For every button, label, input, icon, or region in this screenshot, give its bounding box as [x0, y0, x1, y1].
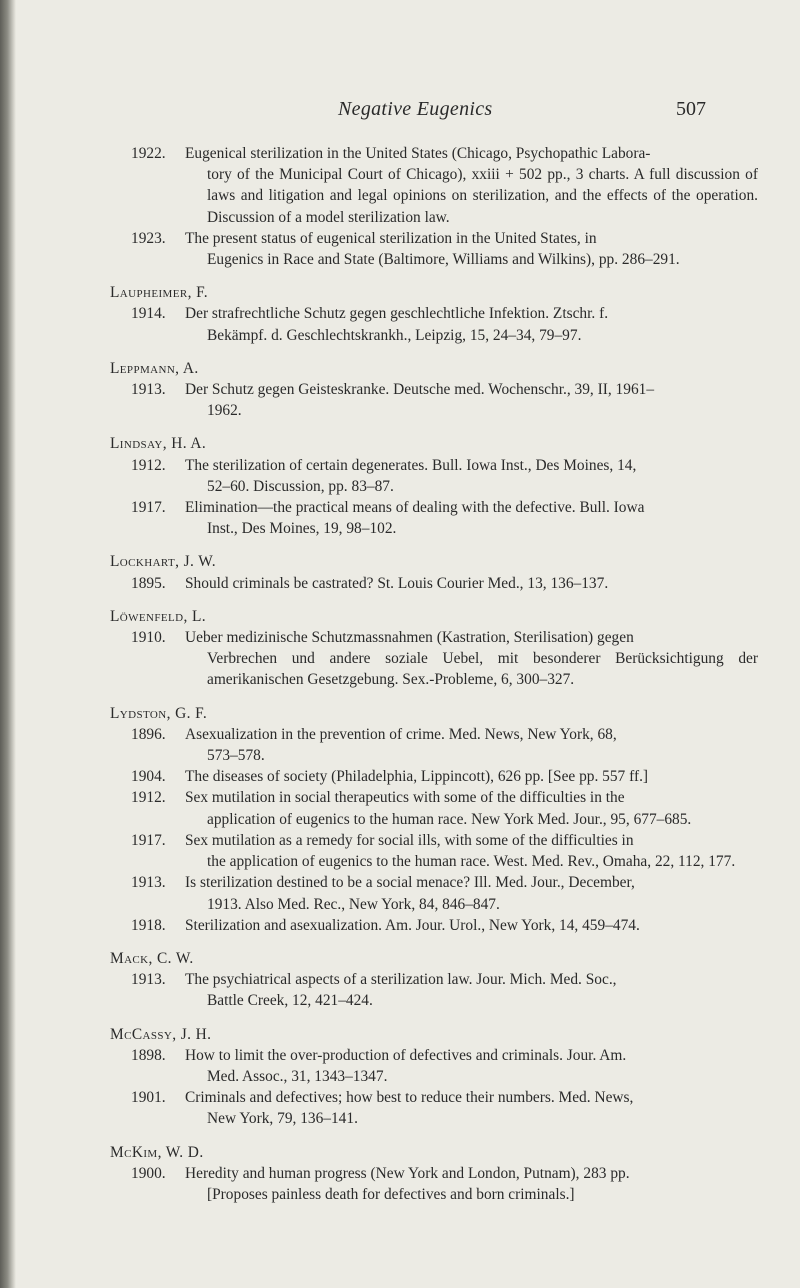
entry-citation — [185, 143, 758, 228]
bibliography-entry — [110, 1163, 758, 1205]
citation-first-line: The diseases of society (Philadelphia, Lippincott), 626 pp. [See pp. 557 ff.] — [185, 768, 649, 786]
page-number: 507 — [676, 98, 706, 120]
entry-citation — [185, 303, 758, 345]
entry-citation — [185, 1163, 758, 1205]
entry-citation — [185, 872, 758, 914]
citation-first-line: Asexualization in the prevention of crime. Med. News, New York, 68, — [185, 725, 617, 743]
citation-continuation: application of eugenics to the human race. New York Med. Jour., 95, 677–685. — [207, 810, 692, 828]
bibliography-entry — [110, 787, 758, 829]
bibliography-entry — [110, 497, 758, 539]
bibliography-entry — [110, 379, 758, 421]
citation-continuation: 52–60. Discussion, pp. 83–87. — [207, 477, 394, 495]
entry-citation — [185, 915, 758, 936]
entry-year: 1917. — [131, 831, 166, 849]
entry-year: 1913. — [131, 381, 166, 399]
entry-year: 1904. — [131, 768, 166, 786]
citation-continuation: 1962. — [207, 402, 242, 420]
citation-continuation: 573–578. — [207, 747, 265, 765]
entry-citation — [185, 830, 758, 872]
citation-first-line: The present status of eugenical sterilization in the United States, in — [185, 229, 597, 247]
citation-first-line: How to limit the over-production of defectives and criminals. Jour. Am. — [185, 1046, 627, 1064]
bibliography-entry — [110, 830, 758, 872]
entry-year: 1914. — [131, 305, 166, 323]
bibliography-entry — [110, 915, 758, 936]
entry-year: 1913. — [131, 874, 166, 892]
citation-continuation: Bekämpf. d. Geschlechtskrankh., Leipzig, 15, 24–34, 79–97. — [207, 326, 582, 344]
entry-citation — [185, 766, 758, 787]
bibliography-entry — [110, 627, 758, 691]
author-block — [110, 948, 758, 1012]
entry-year: 1901. — [131, 1089, 166, 1107]
citation-continuation: Battle Creek, 12, 421–424. — [207, 992, 373, 1010]
entry-citation — [185, 497, 758, 539]
entry-citation — [185, 627, 758, 691]
bibliography-entry — [110, 455, 758, 497]
author-name: Lockhart, J. W. — [110, 553, 216, 571]
entry-year: 1898. — [131, 1046, 166, 1064]
bibliography-entry — [110, 872, 758, 914]
entry-year: 1922. — [131, 145, 166, 162]
citation-first-line: Sterilization and asexualization. Am. Jour. Urol., New York, 14, 459–474. — [185, 916, 640, 934]
entry-citation — [185, 969, 758, 1011]
bibliography-entry — [110, 573, 758, 594]
citation-first-line: Is sterilization destined to be a social menace? Ill. Med. Jour., December, — [185, 874, 635, 892]
author-name: McCassy, J. H. — [110, 1025, 212, 1043]
citation-first-line: Heredity and human progress (New York and London, Putnam), 283 pp. — [185, 1164, 630, 1182]
citation-continuation: tory of the Municipal Court of Chicago), xxiii + 502 pp., 3 charts. A full discussion of laws and litigation and legal opinions on sterilization, and the effects of the operation. Discussion of a model sterilization law. — [207, 166, 758, 226]
entry-year: 1912. — [131, 456, 166, 474]
bibliography-entry — [110, 228, 758, 270]
entry-year: 1917. — [131, 499, 166, 517]
citation-continuation: Med. Assoc., 31, 1343–1347. — [207, 1067, 388, 1085]
entry-year: 1900. — [131, 1164, 166, 1182]
citation-first-line: Der Schutz gegen Geisteskranke. Deutsche med. Wochenschr., 39, II, 1961– — [185, 381, 655, 399]
author-name: Leppmann, A. — [110, 359, 199, 377]
citation-continuation: the application of eugenics to the human race. West. Med. Rev., Omaha, 22, 112, 177. — [207, 853, 736, 871]
entry-citation — [185, 1045, 758, 1087]
bibliography-entry — [110, 303, 758, 345]
citation-first-line: The psychiatrical aspects of a sterilization law. Jour. Mich. Med. Soc., — [185, 971, 617, 989]
entry-year: 1910. — [131, 629, 166, 647]
author-block — [110, 282, 758, 346]
author-block — [110, 143, 758, 270]
citation-continuation: New York, 79, 136–141. — [207, 1110, 358, 1128]
entry-citation — [185, 1087, 758, 1129]
entry-year: 1896. — [131, 725, 166, 743]
citation-first-line: Criminals and defectives; how best to reduce their numbers. Med. News, — [185, 1089, 634, 1107]
author-name: Lindsay, H. A. — [110, 435, 207, 453]
author-block — [110, 606, 758, 691]
citation-continuation: Eugenics in Race and State (Baltimore, Williams and Wilkins), pp. 286–291. — [207, 251, 680, 269]
bibliography-entry — [110, 1087, 758, 1129]
citation-first-line: Der strafrechtliche Schutz gegen geschlechtliche Infektion. Ztschr. f. — [185, 305, 609, 323]
author-name: Löwenfeld, L. — [110, 607, 207, 625]
bibliography-entry — [110, 1045, 758, 1087]
citation-first-line: Should criminals be castrated? St. Louis Courier Med., 13, 136–137. — [185, 574, 609, 592]
entry-year: 1923. — [131, 229, 166, 247]
author-block — [110, 358, 758, 422]
bibliography-entry — [110, 724, 758, 766]
citation-continuation: Inst., Des Moines, 19, 98–102. — [207, 520, 397, 538]
entry-citation — [185, 228, 758, 270]
author-name: Lydston, G. F. — [110, 704, 208, 722]
entry-year: 1895. — [131, 574, 166, 592]
author-block — [110, 1024, 758, 1130]
running-title: Negative Eugenics — [338, 98, 493, 120]
entry-citation — [185, 379, 758, 421]
author-block — [110, 551, 758, 593]
bibliography-list — [110, 143, 758, 1217]
author-name: Laupheimer, F. — [110, 284, 209, 302]
author-name: Mack, C. W. — [110, 949, 194, 967]
bibliography-entry — [110, 766, 758, 787]
citation-continuation: 1913. Also Med. Rec., New York, 84, 846–847. — [207, 895, 500, 913]
author-block — [110, 1142, 758, 1206]
citation-first-line: The sterilization of certain degenerates. Bull. Iowa Inst., Des Moines, 14, — [185, 456, 637, 474]
bibliography-entry — [110, 143, 758, 228]
page-header — [0, 98, 800, 128]
citation-first-line: Eugenical sterilization in the United States (Chicago, Psychopathic Labora- — [185, 145, 651, 162]
entry-year: 1912. — [131, 789, 166, 807]
citation-continuation: Verbrechen und andere soziale Uebel, mit besonderer Berücksichtigung der amerikanischen Gesetzgebung. Sex.-Probleme, 6, 300–327. — [207, 650, 758, 689]
bibliography-entry — [110, 969, 758, 1011]
citation-continuation: [Proposes painless death for defectives and born criminals.] — [207, 1185, 575, 1203]
citation-first-line: Sex mutilation in social therapeutics with some of the difficulties in the — [185, 789, 625, 807]
entry-citation — [185, 787, 758, 829]
page-gutter-shadow — [0, 0, 16, 1288]
author-name: McKim, W. D. — [110, 1143, 204, 1161]
entry-citation — [185, 573, 758, 594]
entry-year: 1913. — [131, 971, 166, 989]
author-block — [110, 433, 758, 539]
author-block — [110, 703, 758, 936]
citation-first-line: Sex mutilation as a remedy for social ills, with some of the difficulties in — [185, 831, 634, 849]
citation-first-line: Elimination—the practical means of dealing with the defective. Bull. Iowa — [185, 499, 645, 517]
entry-citation — [185, 724, 758, 766]
entry-citation — [185, 455, 758, 497]
entry-year: 1918. — [131, 916, 166, 934]
citation-first-line: Ueber medizinische Schutzmassnahmen (Kastration, Sterilisation) gegen — [185, 629, 634, 647]
